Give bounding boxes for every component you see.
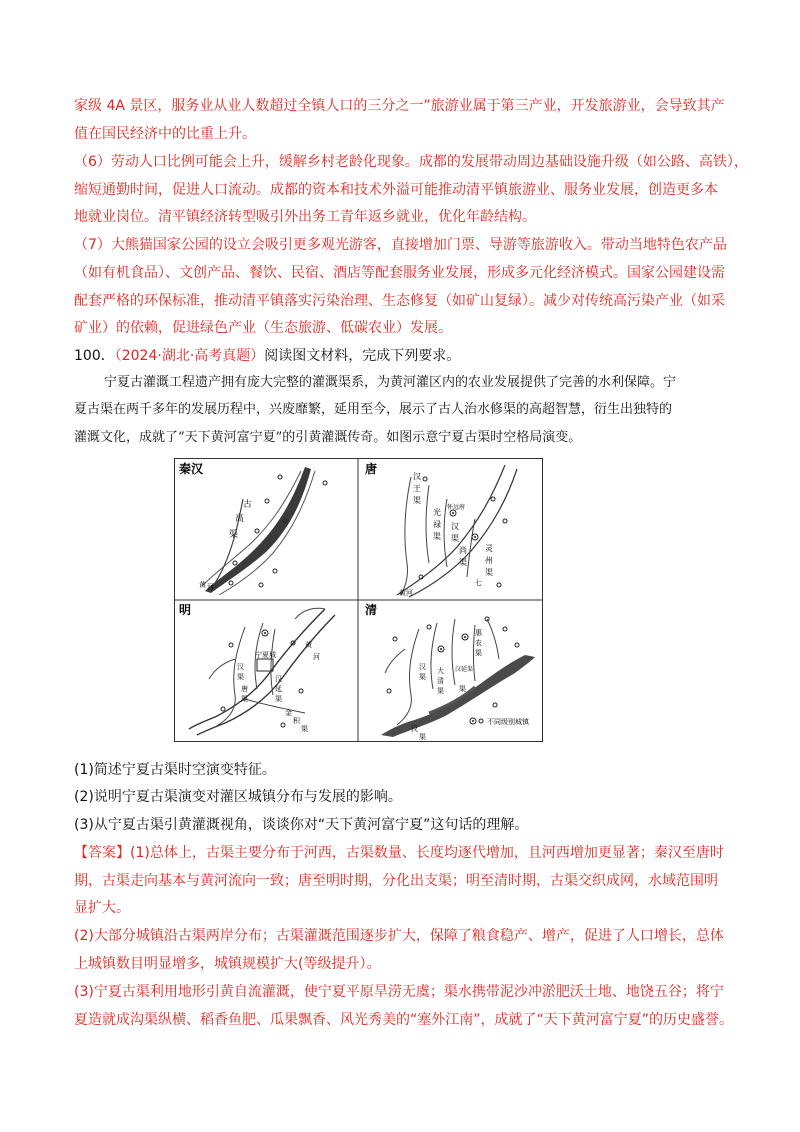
- map-label: 唐: [241, 685, 248, 693]
- map-label: 渠: [237, 673, 244, 681]
- question-number: 100．: [74, 348, 115, 364]
- map-label: 渠: [419, 673, 426, 681]
- answer-line-text: (1)总体上，古渠主要分布于河西，古渠数量、长度均逐代增加，且河西增加更显著；秦汉至唐时: [130, 845, 724, 861]
- map-label: 汉: [419, 663, 426, 671]
- map-label: 河: [207, 583, 214, 591]
- map-label: 州: [485, 556, 493, 565]
- answer-prev-line: 值在国民经济中的比重上升。: [74, 126, 256, 142]
- town-marker: [264, 632, 266, 634]
- map-label: 延: [275, 685, 282, 693]
- map-label: 汉: [275, 675, 282, 683]
- town-marker: [493, 703, 497, 707]
- map-label: 渠: [419, 733, 426, 741]
- canal-line: [487, 619, 499, 659]
- legend-label: 不同级别城镇: [487, 718, 529, 726]
- town-marker: [323, 481, 327, 485]
- map-label: 古: [243, 500, 253, 510]
- town-marker: [452, 512, 454, 514]
- town-marker: [259, 583, 263, 587]
- answer-line: (2)大部分城镇沿古渠两岸分布；古渠灌溉范围逐步扩大，保障了粮食稳产、增产，促进了人口增长，总体: [74, 928, 724, 944]
- map-svg: [175, 459, 542, 741]
- subquestion-1: (1)简述宁夏古渠时空演变特征。: [74, 762, 276, 778]
- town-marker: [423, 477, 427, 481]
- answer-line: 显扩大。: [74, 900, 130, 916]
- town-marker: [440, 648, 442, 650]
- map-label: 渠: [475, 649, 482, 657]
- canal-line: [385, 649, 405, 673]
- river-bank-line: [203, 471, 301, 585]
- map-label: 渠: [275, 695, 282, 703]
- map-label: 七: [475, 579, 482, 587]
- map-label: 惠: [475, 629, 482, 637]
- answer-tag: 【答案】: [74, 845, 130, 861]
- map-label: 汉延渠: [455, 666, 474, 673]
- town-marker: [299, 689, 303, 693]
- town-marker: [229, 643, 233, 647]
- map-label: 渠: [451, 534, 459, 543]
- town-marker: [233, 561, 237, 565]
- subquestion-2: (2)说明宁夏古渠演变对灌区城镇分布与发展的影响。: [74, 789, 402, 805]
- town-marker: [491, 497, 495, 501]
- panel-ming: [179, 603, 335, 735]
- map-label: 河: [313, 653, 320, 661]
- map-label: 渠: [229, 530, 239, 540]
- town-marker: [503, 519, 507, 523]
- answer-line: (3)宁夏古渠利用地形引黄自流灌溉，使宁夏平原旱涝无虞；渠水携带泥沙冲淤肥沃土地、地饶五谷；将宁: [74, 984, 724, 1000]
- panel-title-qinhan: 秦汉: [179, 462, 204, 476]
- map-label: 汉: [411, 725, 418, 733]
- panel-title-tang: 唐: [365, 462, 378, 476]
- town-marker: [497, 583, 501, 587]
- answer-line: 上城镇数目明显增多，城镇规模扩大(等级提升）。: [74, 956, 381, 972]
- canal-line: [401, 477, 411, 595]
- panel-title-qing: 清: [365, 603, 378, 617]
- canal-line: [426, 485, 429, 563]
- map-label: 宁夏城: [255, 651, 276, 659]
- map-label: 渠: [437, 687, 444, 695]
- map-label: 渠: [485, 568, 493, 577]
- yellow-river-line: [409, 469, 517, 597]
- town-marker: [464, 636, 466, 638]
- answer-prev-line: 配套严格的环保标准，推动清平镇落实污染治理、生态修复（如矿山复绿）。减少对传统高污染产业（如采: [74, 293, 725, 309]
- map-label: 怀远府: [447, 504, 466, 511]
- answer-prev-line: 矿业）的依赖，促进绿色产业（生态旅游、低碳农业）发展。: [74, 320, 452, 336]
- town-marker: [393, 637, 397, 641]
- town-marker: [427, 625, 431, 629]
- panel-qinhan: [178, 461, 327, 595]
- map-label: 光: [433, 508, 441, 517]
- map-label: 黄: [199, 581, 206, 589]
- town-marker: [255, 529, 259, 533]
- map-label: 王: [413, 484, 421, 493]
- legend-town-icon: [479, 719, 483, 723]
- town-marker: [229, 581, 233, 585]
- map-label: 黄河: [399, 589, 413, 597]
- answer-line: [74, 843, 734, 863]
- question-prompt: 阅读图文材料，完成下列要求。: [264, 348, 461, 364]
- panel-qing: [365, 602, 535, 741]
- answer-prev-line: 家级 4A 景区，服务业从业人数超过全镇人口的三分之一”旅游业属于第三产业，开发旅游业，会导致其产: [74, 98, 725, 114]
- map-label: 高: [235, 514, 245, 524]
- map-label: 黄: [305, 641, 312, 649]
- map-label: 金: [285, 709, 292, 717]
- map-label: 渠: [433, 532, 441, 541]
- map-label: 清: [437, 677, 444, 685]
- town-marker: [387, 689, 391, 693]
- material-line: 夏古渠在两千多年的发展历程中，兴废靡繁，延用至今，展示了古人治水修渠的高超智慧，衍生出独特的: [74, 402, 673, 417]
- panel-tang: [365, 461, 517, 597]
- map-label: 渠: [459, 558, 467, 567]
- material-line: 宁夏古灌溉工程遗产拥有庞大完整的灌溉渠系，为黄河灌区内的农业发展提供了完善的水利保障。宁: [104, 375, 677, 390]
- answer-prev-line: （6）劳动人口比例可能会上升，缓解乡村老龄化现象。成都的发展带动周边基础设施升级（如公路、高铁），: [74, 154, 748, 170]
- map-label: 渠: [459, 685, 466, 693]
- map-label: 禄: [433, 520, 441, 529]
- answer-prev-line: （如有机食品）、文创产品、餐饮、民宿、酒店等配套服务业发展，形成多元化经济模式。国家公园建设需: [74, 265, 725, 281]
- town-marker: [265, 499, 269, 503]
- material-line: 灌溉文化，成就了“天下黄河富宁夏”的引黄灌溉传奇。如图示意宁夏古渠时空格局演变。: [74, 430, 582, 445]
- panel-title-ming: 明: [179, 603, 192, 617]
- answer-prev-line: （7）大熊猫国家公园的设立会吸引更多观光游客，直接增加门票、导游等旅游收入。带动当地特色农产品: [74, 237, 727, 253]
- map-label: 渠: [301, 725, 308, 733]
- canal-line: [452, 619, 455, 685]
- town-marker: [221, 707, 225, 711]
- answer-prev-line: 地就业岗位。清平镇经济转型吸引外出务工青年返乡就业，优化年龄结构。: [74, 209, 536, 225]
- town-marker: [515, 643, 519, 647]
- yellow-river-shape: [205, 467, 311, 593]
- question-header: [74, 346, 734, 366]
- map-label: 汉: [413, 472, 421, 481]
- canal-line: [209, 659, 235, 679]
- answer-line: 期，古渠走向基本与黄河流向一致；唐至明时期，分化出支渠；明至清时期，古渠交织成网，水域范围明: [74, 873, 718, 889]
- town-marker: [281, 723, 285, 727]
- map-label: 尚: [459, 546, 467, 555]
- canal-line: [397, 629, 419, 725]
- legend-town-icon: [472, 720, 474, 722]
- question-source: （2024·湖北·高考真题）: [114, 348, 265, 364]
- town-marker: [474, 536, 476, 538]
- map-label: 农: [475, 639, 482, 647]
- map-label: 渠: [413, 496, 421, 505]
- town-marker: [273, 569, 277, 573]
- answer-prev-line: 缩短通勤时间，促进人口流动。成都的资本和技术外溢可能推动清平镇旅游业、服务业发展，创造更多本: [74, 182, 718, 198]
- subquestion-3: (3)从宁夏古渠引黄灌溉视角，谈谈你对“天下黄河富宁夏”这句话的理解。: [74, 817, 529, 833]
- map-label: 大: [437, 667, 444, 675]
- map-label: 灵: [485, 544, 493, 553]
- answer-line: 夏造就成沟渠纵横、稻香鱼肥、瓜果飘香、风光秀美的“塞外江南”，成就了“天下黄河富宁夏”的历史盛誉。: [74, 1012, 734, 1028]
- town-marker: [503, 627, 507, 631]
- map-label: 汉: [237, 663, 244, 671]
- canal-evolution-map: [174, 458, 543, 742]
- town-marker: [278, 475, 282, 479]
- map-label: 积: [293, 717, 300, 725]
- map-label: 渠: [241, 695, 248, 703]
- map-label: 汉: [451, 522, 459, 531]
